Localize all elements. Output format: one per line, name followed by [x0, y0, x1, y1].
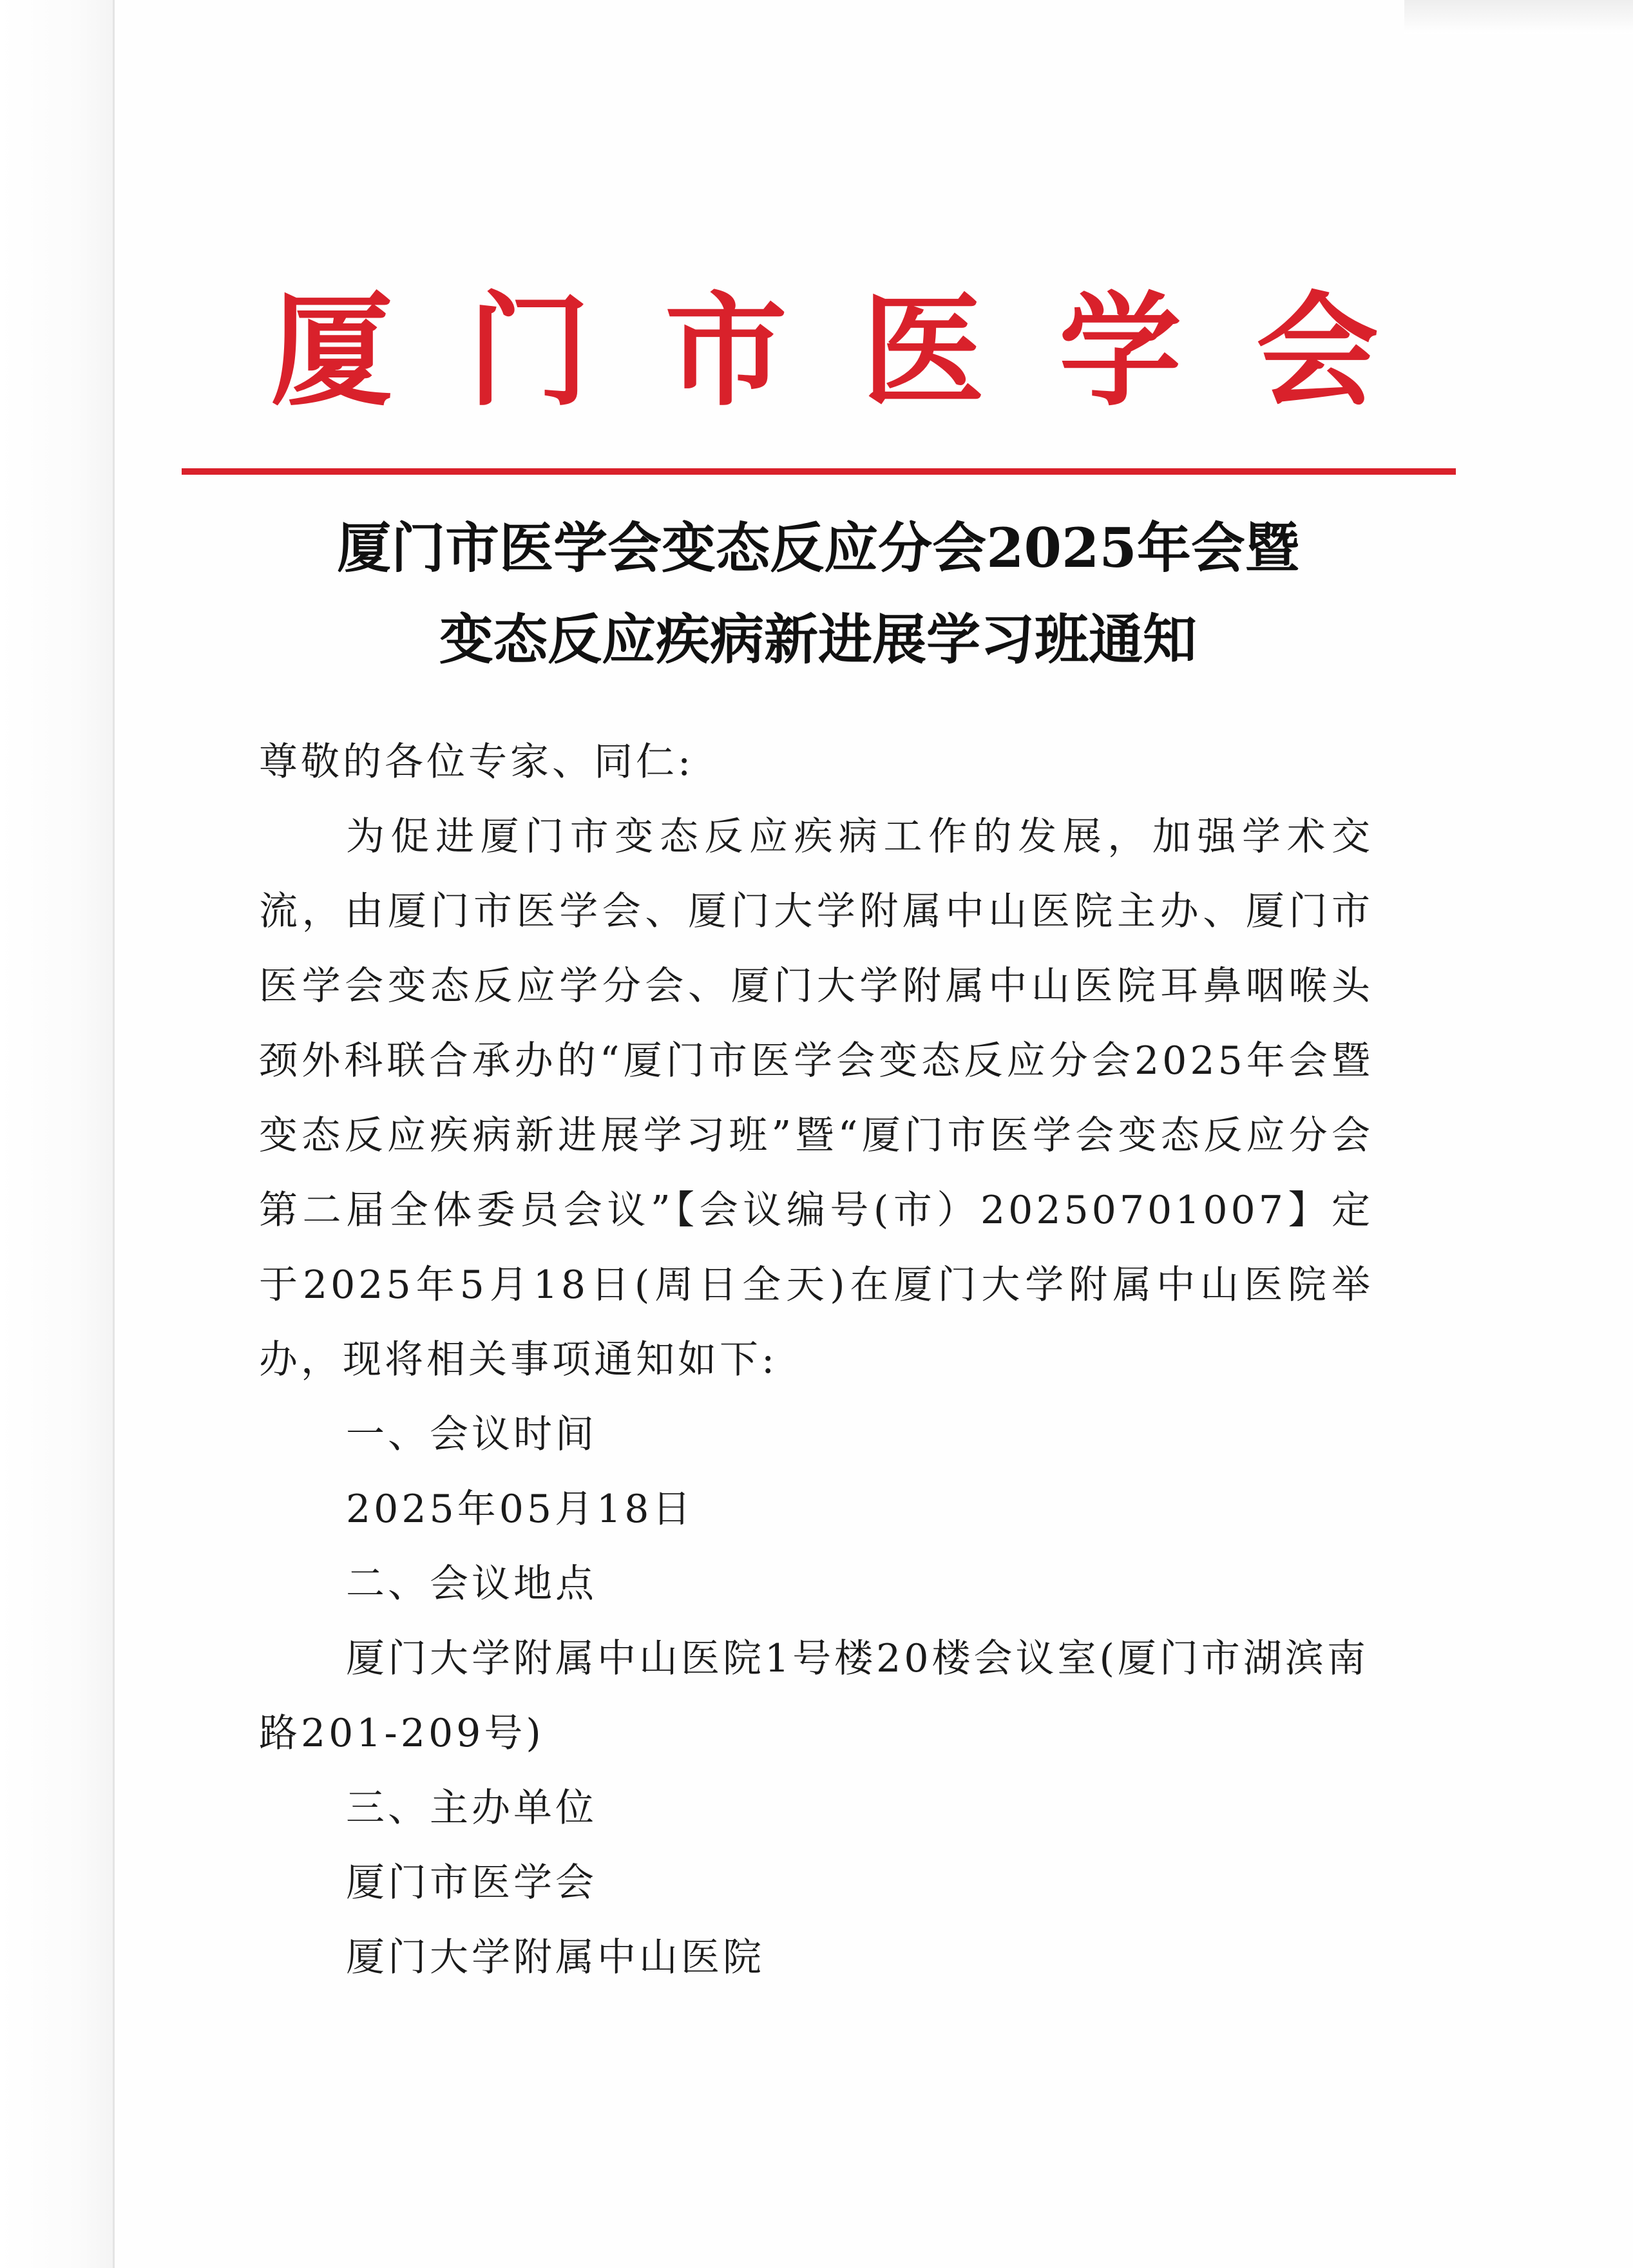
letterhead-char: 市 [664, 279, 787, 423]
meeting-date: 2025年05月18日 [346, 1487, 694, 1532]
letterhead-char: 医 [861, 279, 984, 423]
letterhead-char: 门 [467, 279, 590, 423]
salutation: 尊敬的各位专家、同仁: [259, 739, 694, 785]
document-title [193, 502, 1443, 685]
letterhead-char: 会 [1256, 279, 1379, 423]
section-heading-time: 一、会议时间 [346, 1412, 597, 1457]
organizer-item: 厦门市医学会 [346, 1860, 597, 1905]
section-heading-location: 二、会议地点 [346, 1561, 597, 1606]
intro-paragraph: 为促进厦门市变态反应疾病工作的发展，加强学术交流，由厦门市医学会、厦门大学附属中山医院主办、厦门市医学会变态反应学分会、厦门大学附属中山医院耳鼻咽喉头颈外科联合承办的“厦门市医学会变态反应分会2025年会暨变态反应疾病新进展学习班”暨“厦门市医学会变态反应分会第二届全体委员会议”【会议编号(市）20250701007】定于2025年5月18日(周日全天)在厦门大学附属中山医院举办，现将相关事项通知如下: [259, 814, 1373, 1382]
organizer-item: 厦门大学附属中山医院 [346, 1935, 765, 1980]
letterhead-org-name [271, 277, 1379, 425]
scan-shadow-top [1404, 0, 1633, 33]
scan-edge-line [113, 0, 115, 2268]
section-heading-organizers: 三、主办单位 [346, 1786, 597, 1831]
document-body [259, 725, 1373, 1995]
letterhead-red-rule [182, 468, 1456, 475]
title-line-2: 变态反应疾病新进展学习班通知 [439, 607, 1197, 671]
letterhead-char: 学 [1058, 279, 1181, 423]
scan-shadow-left [0, 0, 113, 2268]
meeting-location: 厦门大学附属中山医院1号楼20楼会议室(厦门市湖滨南路201-209号) [259, 1636, 1369, 1756]
letterhead-char: 厦 [271, 279, 394, 423]
title-line-1: 厦门市医学会变态反应分会2025年会暨 [337, 516, 1299, 580]
